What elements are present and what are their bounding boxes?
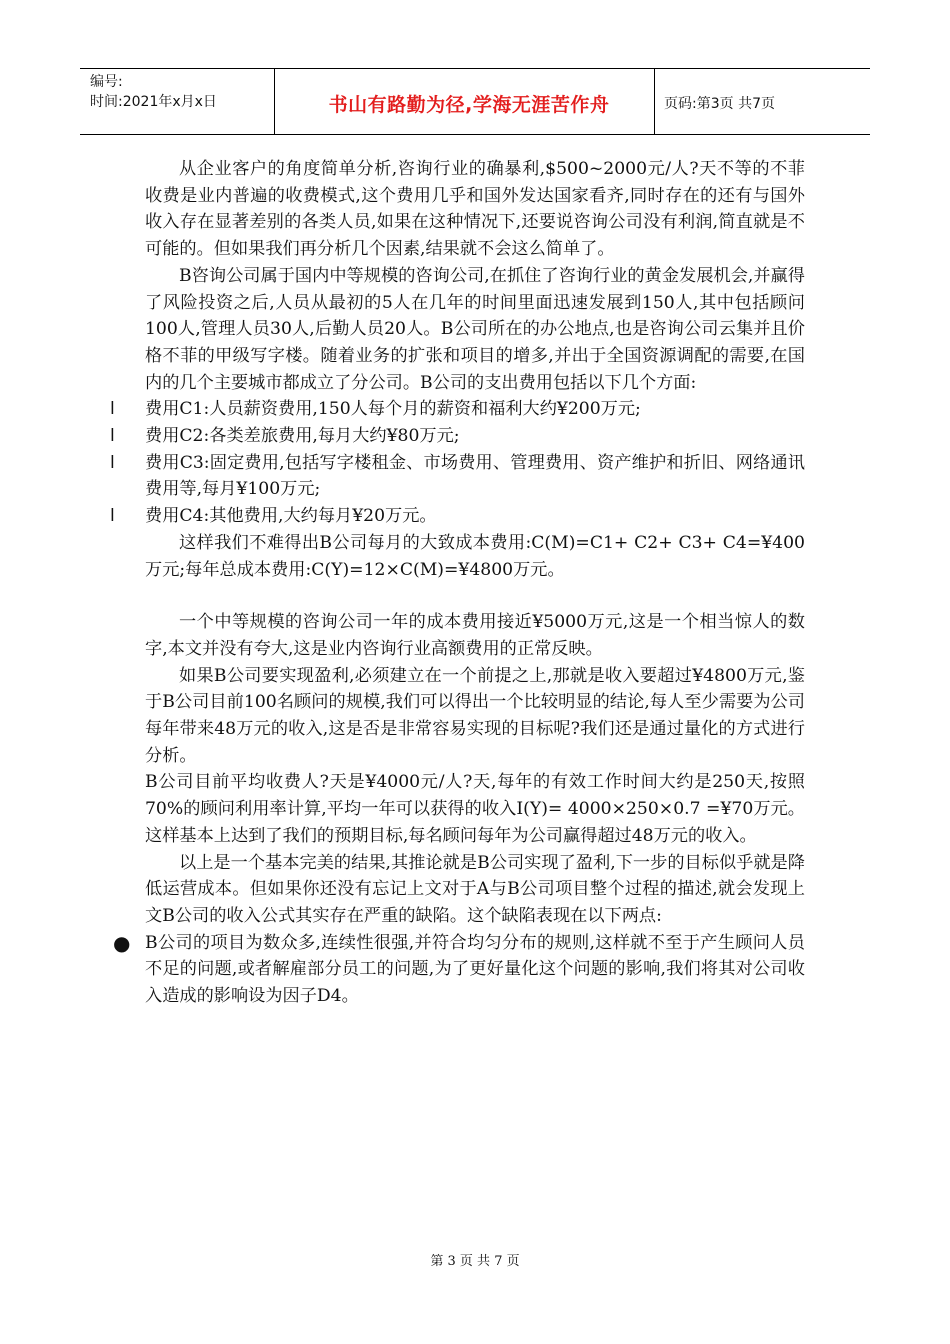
paragraph-conclusion: 以上是一个基本完美的结果,其推论就是B公司实现了盈利,下一步的目标似乎就是降低运营成本。但如果你还没有忘记上文对于A与B公司项目整个过程的描述,就会发现上文B公司的收入公式其实存在严重的缺陷。这个缺陷表现在以下两点:: [145, 852, 805, 926]
header-page-label: 页码:第3页 共7页: [664, 96, 775, 112]
paragraph-profit-condition: 如果B公司要实现盈利,必须建立在一个前提之上,那就是收入要超过¥4800万元,鉴于B公司目前100名顾问的规模,我们可以得出一个比较明显的结论,每人至少需要为公司每年带来48万元的收入,这是否是非常容易实现的目标呢?我们还是通过量化的方式进行分析。: [145, 665, 805, 766]
document-number-label: 编号:: [90, 74, 123, 90]
paragraph-gap: [145, 583, 805, 609]
cost-item-text: 费用C3:固定费用,包括写字楼租金、市场费用、管理费用、资产维护和折旧、网络通讯费用等,每月¥100万元;: [145, 452, 805, 500]
document-body: [110, 156, 805, 1010]
list-marker: l: [110, 399, 115, 420]
paragraph-monthly-cost: 这样我们不难得出B公司每月的大致成本费用:C(M)=C1+ C2+ C3+ C4=¥400万元;每年总成本费用:C(Y)=12×C(M)=¥4800万元。: [145, 532, 805, 580]
list-marker: l: [110, 506, 115, 527]
bullet-dot-icon: ●: [113, 930, 131, 955]
cost-item-c1: [110, 396, 805, 423]
cost-item-c2: [110, 423, 805, 450]
paragraph-revenue-calc: B公司目前平均收费人?天是¥4000元/人?天,每年的有效工作时间大约是250天,按照70%的顾问利用率计算,平均一年可以获得的收入I(Y)= 4000×250×0.7 =¥70万元。这样基本上达到了我们的预期目标,每名顾问每年为公司赢得超过48万元的收入。: [145, 772, 805, 846]
bullet-item-text: B公司的项目为数众多,连续性很强,并符合均匀分布的规则,这样就不至于产生顾问人员不足的问题,或者解雇部分员工的问题,为了更好量化这个问题的影响,我们将其对公司收入造成的影响设为因子D4。: [145, 932, 805, 1007]
header-divider-right: [654, 68, 655, 134]
paragraph-company-b: B咨询公司属于国内中等规模的咨询公司,在抓住了咨询行业的黄金发展机会,并赢得了风险投资之后,人员从最初的5人在几年的时间里面迅速发展到150人,其中包括顾问100人,管理人员30人,后勤人员20人。B公司所在的办公地点,也是咨询公司云集并且价格不菲的甲级写字楼。随着业务的扩张和项目的增多,并出于全国资源调配的需要,在国内的几个主要城市都成立了分公司。B公司的支出费用包括以下几个方面:: [145, 265, 805, 393]
paragraph-intro: 从企业客户的角度简单分析,咨询行业的确暴利,$500~2000元/人?天不等的不菲收费是业内普遍的收费模式,这个费用几乎和国外发达国家看齐,同时存在的还有与国外收入存在显著差别的各类人员,如果在这种情况下,还要说咨询公司没有利润,简直就是不可能的。但如果我们再分析几个因素,结果就不会这么简单了。: [145, 159, 805, 260]
header-divider-left: [274, 68, 275, 134]
header-rule-top: [80, 68, 870, 69]
cost-item-text: 费用C2:各类差旅费用,每月大约¥80万元;: [145, 426, 460, 447]
bullet-item-d4: [113, 930, 805, 1010]
cost-item-c4: [110, 503, 805, 530]
document-date-label: 时间:2021年x月x日: [90, 94, 217, 110]
cost-item-text: 费用C4:其他费用,大约每月¥20万元。: [145, 506, 437, 527]
header-rule-bottom: [80, 134, 870, 135]
page-footer: 第 3 页 共 7 页: [430, 1254, 520, 1269]
list-marker: l: [110, 426, 115, 447]
list-marker: l: [110, 452, 115, 473]
paragraph-annual-cost: 一个中等规模的咨询公司一年的成本费用接近¥5000万元,这是一个相当惊人的数字,本文并没有夸大,这是业内咨询行业高额费用的正常反映。: [145, 612, 805, 659]
cost-item-text: 费用C1:人员薪资费用,150人每个月的薪资和福利大约¥200万元;: [145, 399, 641, 420]
cost-item-c3: [110, 450, 805, 503]
header-meta: [90, 72, 217, 112]
header-motto: 书山有路勤为径,学海无涯苦作舟: [328, 94, 610, 116]
